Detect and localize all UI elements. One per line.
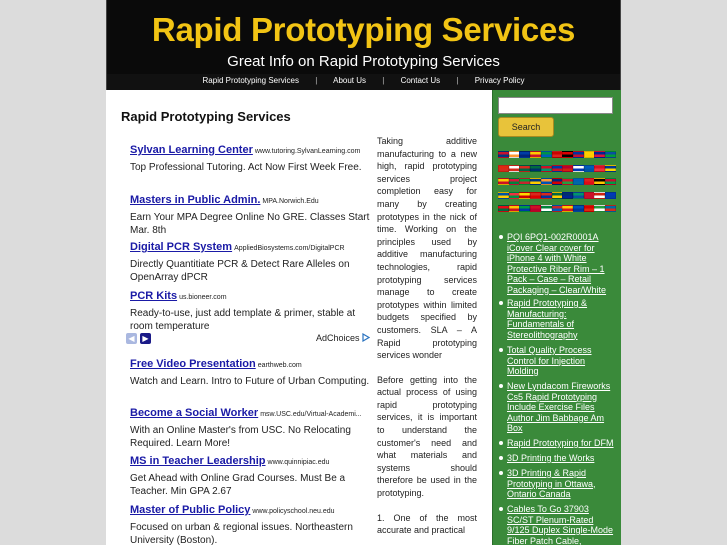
language-flag-icon[interactable] xyxy=(584,205,595,212)
ad-url[interactable]: www.tutoring.SylvanLearning.com xyxy=(254,148,361,155)
ad-title-link[interactable]: Free Video Presentation xyxy=(130,358,256,370)
language-flag-icon[interactable] xyxy=(552,178,563,185)
adchoices-label: AdChoices xyxy=(315,333,360,343)
language-flag-icon[interactable] xyxy=(573,192,584,199)
language-flag-icon[interactable] xyxy=(573,165,584,172)
sidebar-link[interactable]: PQI 6PQ1-002R0001A iCover Clear cover for iPhone 4 with White Protective Riber Rim – 1 Pack – Case – Retail Packaging – Clear/White xyxy=(498,232,616,295)
ad-prev-button[interactable]: ◀ xyxy=(126,333,137,344)
language-flag-icon[interactable] xyxy=(541,205,552,212)
language-flag-icon[interactable] xyxy=(498,192,509,199)
language-flag-icon[interactable] xyxy=(498,165,509,172)
language-flag-icon[interactable] xyxy=(541,151,552,158)
language-flag-icon[interactable] xyxy=(552,192,563,199)
language-flag-icon[interactable] xyxy=(573,178,584,185)
nav-item-home[interactable]: Rapid Prototyping Services xyxy=(202,76,300,85)
search-button[interactable]: Search xyxy=(498,117,554,137)
site-title[interactable]: Rapid Prototyping Services xyxy=(151,11,576,48)
language-flag-icon[interactable] xyxy=(594,192,605,199)
ad-description: Directly Quantitiate PCR & Detect Rare Alleles on OpenArray dPCR xyxy=(130,259,350,283)
ad-item xyxy=(130,403,370,450)
sidebar-link[interactable]: New Lyndacom Fireworks Cs5 Rapid Prototyping Include Exercise Files Author Jim Babbage Am Box xyxy=(498,381,616,434)
ad-item xyxy=(130,140,370,174)
ad-item xyxy=(130,237,370,284)
ad-next-button[interactable]: ▶ xyxy=(140,333,151,344)
ad-description: Focused on urban & regional issues. Northeastern University (Boston). xyxy=(130,522,353,545)
ad-title-link[interactable]: Sylvan Learning Center xyxy=(130,144,253,156)
language-flag-icon[interactable] xyxy=(509,151,520,158)
ad-item xyxy=(130,286,370,333)
language-flag-icon[interactable] xyxy=(519,205,530,212)
ad-url[interactable]: msw.USC.edu/Virtual-Academi... xyxy=(260,411,362,418)
site-header xyxy=(106,0,621,74)
ad-item xyxy=(130,354,370,388)
language-flag-icon[interactable] xyxy=(498,205,509,212)
language-flag-icon[interactable] xyxy=(605,165,616,172)
language-flag-icon[interactable] xyxy=(584,178,595,185)
language-flag-icon[interactable] xyxy=(519,178,530,185)
article-paragraph: Before getting into the actual process of using rapid prototyping services, it is important to understand the customer's need and what materials and systems should therefore be used in the prototyping. xyxy=(377,374,477,499)
language-flag-icon[interactable] xyxy=(552,151,563,158)
language-flag-icon[interactable] xyxy=(498,151,509,158)
ad-description: With an Online Master's from USC. No Relocating Required. Learn More! xyxy=(130,425,351,449)
language-flag-icon[interactable] xyxy=(573,151,584,158)
ad-title-link[interactable]: Become a Social Worker xyxy=(130,407,259,419)
ad-description: Earn Your MPA Degree Online No GRE. Classes Start Mar. 8th xyxy=(130,212,370,236)
nav-bar xyxy=(106,74,621,90)
sidebar-link[interactable]: Rapid Prototyping for DFM xyxy=(498,438,616,449)
ad-title-link[interactable]: PCR Kits xyxy=(130,290,178,302)
sidebar-link[interactable]: Rapid Prototyping & Manufacturing: Fundamentals of Stereolithography xyxy=(498,298,616,340)
nav-separator: | xyxy=(382,76,385,85)
language-flag-icon[interactable] xyxy=(509,205,520,212)
ad-url[interactable]: MPA.Norwich.Edu xyxy=(262,198,319,205)
language-flag-icon[interactable] xyxy=(594,151,605,158)
language-flag-icon[interactable] xyxy=(541,178,552,185)
ad-item xyxy=(130,500,370,545)
ad-controls xyxy=(126,333,370,345)
language-flag-icon[interactable] xyxy=(584,151,595,158)
ad-item xyxy=(130,451,370,498)
ad-url[interactable]: AppliedBiosystems.com/DigitalPCR xyxy=(234,245,345,252)
ad-description: Top Professional Tutoring. Act Now First Week Free. xyxy=(130,162,362,173)
language-flag-icon[interactable] xyxy=(519,192,530,199)
ad-description: Watch and Learn. Intro to Future of Urban Computing. xyxy=(130,376,370,387)
language-flag-icon[interactable] xyxy=(541,165,552,172)
sidebar-link[interactable]: 3D Printing the Works xyxy=(498,453,616,464)
language-flag-icon[interactable] xyxy=(519,165,530,172)
language-flag-icon[interactable] xyxy=(562,165,573,172)
language-flag-icon[interactable] xyxy=(509,165,520,172)
nav-separator: | xyxy=(456,76,459,85)
ad-url[interactable]: www.quinnipiac.edu xyxy=(267,459,330,466)
ad-title-link[interactable]: MS in Teacher Leadership xyxy=(130,455,266,467)
ad-url[interactable]: www.policyschool.neu.edu xyxy=(252,508,335,515)
site-subtitle: Great Info on Rapid Prototyping Services xyxy=(227,53,500,70)
ad-description: Ready-to-use, just add template & primer, stable at room temperature xyxy=(130,308,356,332)
page-background-right xyxy=(621,0,727,545)
language-flag-icon[interactable] xyxy=(562,192,573,199)
nav-item-contact[interactable]: Contact Us xyxy=(400,76,441,85)
language-flag-icon[interactable] xyxy=(562,151,573,158)
article-paragraph: Taking additive manufacturing to a new high, rapid prototyping services project completion easy for many by creating prototypes in the nick of time. Working on the principles used by additive manufacturing technologies, rapid prototyping services manage to create prototypes within limited budgets specified by customers. SLA – A Rapid prototyping services wonder xyxy=(377,136,477,361)
language-flag-icon[interactable] xyxy=(530,165,541,172)
language-flag-icon[interactable] xyxy=(530,151,541,158)
search-input[interactable] xyxy=(498,97,613,114)
language-flag-icon[interactable] xyxy=(605,205,616,212)
adchoices-link[interactable] xyxy=(316,333,370,343)
page-background-left xyxy=(0,0,106,545)
language-flag-icon[interactable] xyxy=(605,151,616,158)
language-flag-icon[interactable] xyxy=(519,151,530,158)
language-flag-icon[interactable] xyxy=(552,165,563,172)
ad-description: Get Ahead with Online Grad Courses. Must Be a Teacher. Min GPA 2.67 xyxy=(130,473,346,497)
ad-url[interactable]: us.bioneer.com xyxy=(179,294,227,301)
language-flag-icon[interactable] xyxy=(594,178,605,185)
language-flag-icon[interactable] xyxy=(530,205,541,212)
language-flag-icon[interactable] xyxy=(509,192,520,199)
ad-url[interactable]: earthweb.com xyxy=(257,362,302,369)
language-flag-icon[interactable] xyxy=(552,205,563,212)
article-paragraph: 1. One of the most accurate and practical xyxy=(377,512,477,536)
language-flag-icon[interactable] xyxy=(509,178,520,185)
language-flag-icon[interactable] xyxy=(594,205,605,212)
sidebar-link[interactable]: Cables To Go 37903 SC/ST Plenum-Rated 9/125 Duplex Single-Mode Fiber Patch Cable, xyxy=(498,504,616,545)
language-flag-icon[interactable] xyxy=(541,192,552,199)
language-flag-icon[interactable] xyxy=(605,192,616,199)
ad-title-link[interactable]: Masters in Public Admin. xyxy=(130,194,261,206)
language-flag-icon[interactable] xyxy=(605,178,616,185)
language-flag-icon[interactable] xyxy=(584,165,595,172)
nav-item-about[interactable]: About Us xyxy=(333,76,367,85)
nav-item-privacy[interactable]: Privacy Policy xyxy=(474,76,525,85)
ad-title-link[interactable]: Master of Public Policy xyxy=(130,504,251,516)
language-flag-icon[interactable] xyxy=(562,178,573,185)
sidebar-link[interactable]: Total Quality Process Control for Injection Molding xyxy=(498,345,616,377)
language-flag-icon[interactable] xyxy=(573,205,584,212)
nav-separator: | xyxy=(315,76,318,85)
language-flag-icon[interactable] xyxy=(594,165,605,172)
language-flag-icon[interactable] xyxy=(530,178,541,185)
ad-item xyxy=(130,190,370,237)
page-title: Rapid Prototyping Services xyxy=(121,109,291,124)
language-flag-icon[interactable] xyxy=(584,192,595,199)
adchoices-icon xyxy=(362,333,370,342)
language-flag-icon[interactable] xyxy=(498,178,509,185)
sidebar-link[interactable]: 3D Printing & Rapid Prototyping in Ottawa, Ontario Canada xyxy=(498,468,616,500)
ad-title-link[interactable]: Digital PCR System xyxy=(130,241,233,253)
language-flag-icon[interactable] xyxy=(562,205,573,212)
article-body xyxy=(377,135,477,545)
language-flag-icon[interactable] xyxy=(530,192,541,199)
